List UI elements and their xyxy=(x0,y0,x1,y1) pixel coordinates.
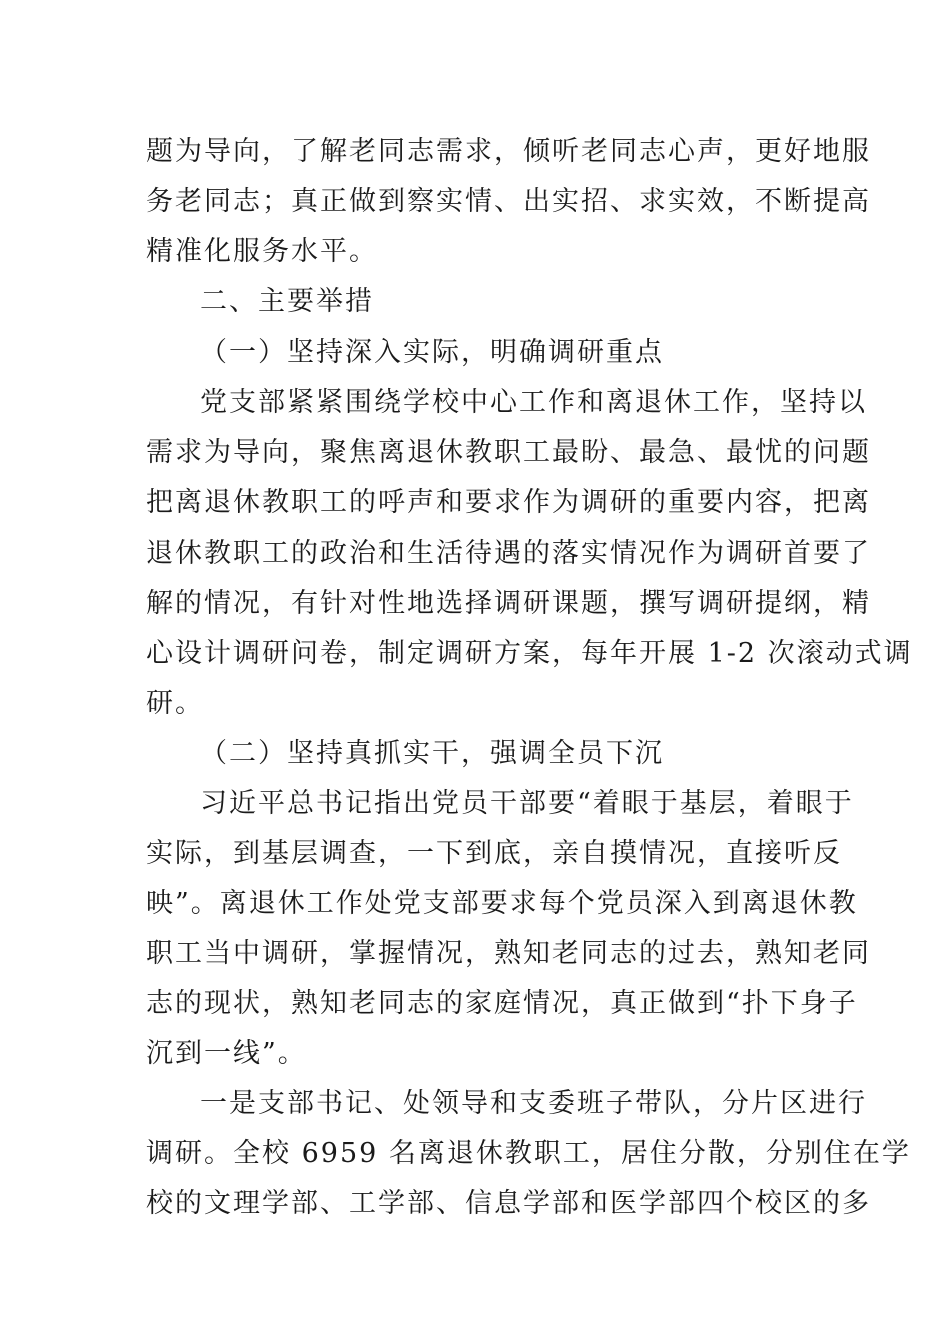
text-line: 研。 xyxy=(146,688,204,719)
text-line: 习近平总书记指出党员干部要“着眼于基层，着眼于 xyxy=(200,788,854,819)
text-line: 一是支部书记、处领导和支委班子带队，分片区进行 xyxy=(200,1088,867,1119)
text-line: 沉到一线”。 xyxy=(146,1038,307,1069)
text-line: 精准化服务水平。 xyxy=(146,236,378,267)
text-line: 映”。离退休工作处党支部要求每个党员深入到离退休教 xyxy=(146,888,858,919)
text-line: 志的现状，熟知老同志的家庭情况，真正做到“扑下身子 xyxy=(146,988,858,1019)
section-heading: 二、主要举措 xyxy=(200,286,374,317)
text-line: 题为导向，了解老同志需求，倾听老同志心声，更好地服 xyxy=(146,136,871,167)
text-line: 职工当中调研，掌握情况，熟知老同志的过去，熟知老同 xyxy=(146,938,871,969)
text-line: 解的情况，有针对性地选择调研课题，撰写调研提纲，精 xyxy=(146,588,871,619)
text-line: 实际，到基层调查，一下到底，亲自摸情况，直接听反 xyxy=(146,838,842,869)
text-line: 退休教职工的政治和生活待遇的落实情况作为调研首要了 xyxy=(146,538,871,569)
text-line: 党支部紧紧围绕学校中心工作和离退休工作，坚持以 xyxy=(200,387,867,418)
text-line: 调研。全校 6959 名离退休教职工，居住分散，分别住在学 xyxy=(146,1138,911,1169)
text-line: 把离退休教职工的呼声和要求作为调研的重要内容，把离 xyxy=(146,487,871,518)
subsection-heading: （一）坚持深入实际，明确调研重点 xyxy=(200,337,664,368)
subsection-heading: （二）坚持真抓实干，强调全员下沉 xyxy=(200,738,664,769)
text-line: 需求为导向，聚焦离退休教职工最盼、最急、最忧的问题 xyxy=(146,437,871,468)
text-line: 校的文理学部、工学部、信息学部和医学部四个校区的多 xyxy=(146,1188,871,1219)
text-line: 务老同志；真正做到察实情、出实招、求实效，不断提高 xyxy=(146,186,871,217)
text-line: 心设计调研问卷，制定调研方案，每年开展 1-2 次滚动式调 xyxy=(146,638,913,669)
